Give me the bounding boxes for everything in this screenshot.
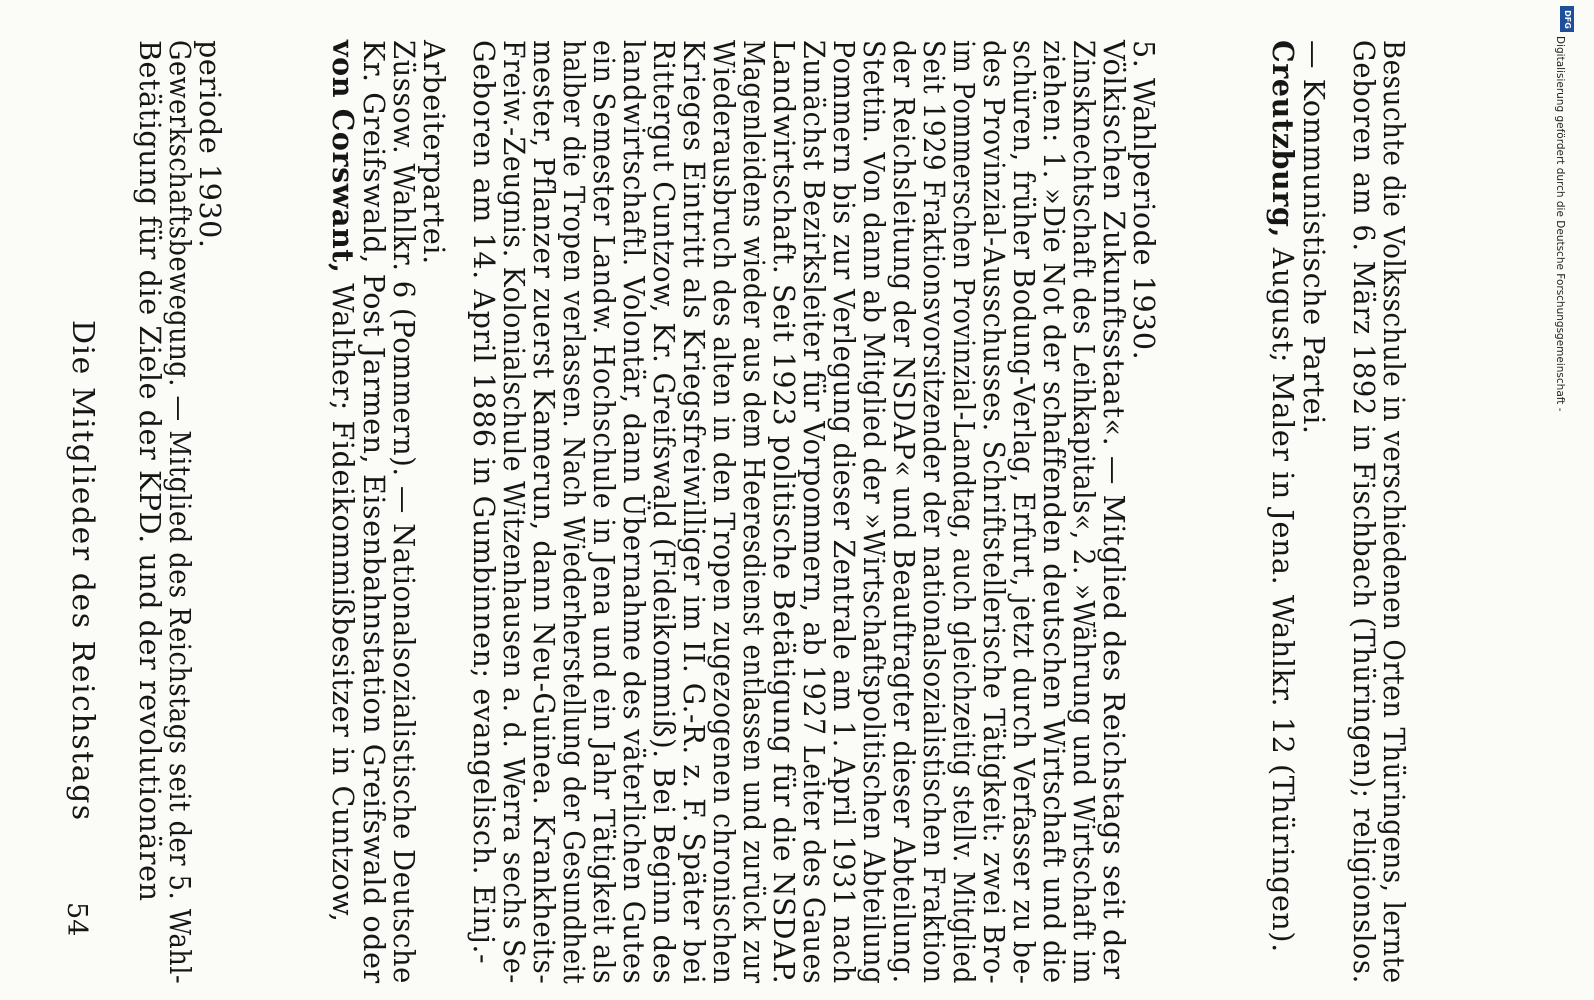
- text-line: schüren, früher Bodung-Verlag, Erfurt, jetzt durch Verfasser zu be-: [1007, 40, 1040, 985]
- text-line: Zunächst Bezirksleiter für Vorpommern, ab 1927 Leiter des Gaues: [797, 40, 830, 985]
- digitization-note: Digitalisierung gefördert durch die Deutsche Forschungsgemeinschaft -: [1554, 36, 1566, 412]
- text-line: Zinsknechtschaft des Leihkapitals«, 2. »Währung und Wirtschaft im: [1067, 40, 1100, 985]
- text-line: Völkischen Zukunftsstaat«. — Mitglied des Reichstags seit der: [1097, 40, 1130, 980]
- member-name: Creutzburg,: [1266, 40, 1300, 239]
- text-line: Arbeiterpartei.: [417, 40, 450, 265]
- text-line: periode 1930.: [193, 40, 226, 249]
- member-name: von Corswant,: [326, 40, 360, 274]
- text-line: mester, Pflanzer zuerst Kamerun, dann Neu-Guinea. Krankheits-: [527, 40, 560, 985]
- text-line: Züssow. Wahlkr. 6 (Pommern). — Nationalsozialistische Deutsche: [387, 40, 420, 984]
- text-line: Freiw.-Zeugnis. Kolonialschule Witzenhausen a. d. Werra sechs Se-: [497, 40, 530, 984]
- entry-heading-line: [326, 40, 360, 923]
- text-line: 5. Wahlperiode 1930.: [1127, 40, 1160, 361]
- text-line: Walther; Fideikommißbesitzer in Cuntzow,: [326, 283, 359, 923]
- text-line: Rittergut Cuntzow, Kr. Greifswald (Fideikommiß). Bei Beginn des: [647, 40, 680, 985]
- entry-heading-line: [1266, 40, 1300, 953]
- text-line: im Pommerschen Provinzial-Landtag, auch gleichzeitig stellv. Mitglied: [947, 40, 980, 984]
- text-line: Kr. Greifswald, Post Jarmen, Eisenbahnstation Greifswald oder: [357, 40, 390, 984]
- page-number: 54: [61, 902, 92, 937]
- text-line: Landwirtschaft. Seit 1923 politische Betätigung für die NSDAP.: [767, 40, 800, 985]
- text-line: ein Semester Landw. Hochschule in Jena und ein Jahr Tätigkeit als: [587, 40, 620, 985]
- text-line: Pommern bis zur Verlegung dieser Zentrale am 1. April 1931 nach: [827, 40, 860, 984]
- text-line: August; Maler in Jena. Wahlkr. 12 (Thüringen).: [1266, 247, 1299, 953]
- text-line: Geboren am 6. März 1892 in Fischbach (Thüringen); religionslos.: [1347, 40, 1380, 984]
- text-line: halber die Tropen verlassen. Nach Wiederherstellung der Gesundheit: [557, 40, 590, 985]
- text-line: Betätigung für die Ziele der KPD. und der revolutionären: [133, 40, 166, 902]
- text-line: Gewerkschaftsbewegung. — Mitglied des Reichstags seit der 5. Wahl-: [163, 40, 196, 985]
- dfg-logo-text: DFG: [1562, 9, 1572, 29]
- text-line: der Reichsleitung der NSDAP« und Beauftragter dieser Abteilung.: [887, 40, 920, 984]
- text-line: Geboren am 14. April 1886 in Gumbinnen; evangelisch. Einj.-: [467, 40, 500, 965]
- text-line: — Kommunistische Partei.: [1297, 40, 1330, 435]
- text-line: ziehen: 1. »Die Not der schaffenden deutschen Wirtschaft und die: [1037, 40, 1070, 984]
- text-line: landwirtschaftl. Volontär, dann Übernahme des väterlichen Gutes: [617, 40, 650, 985]
- text-line: Stettin. Von dann ab Mitglied der »Wirtschaftspolitischen Abteilung: [857, 40, 890, 985]
- running-head: Die Mitglieder des Reichstags: [65, 320, 100, 822]
- text-line: Seit 1929 Fraktionsvorsitzender der nationalsozialistischen Fraktion: [917, 40, 950, 984]
- text-line: Krieges Eintritt als Kriegsfreiwilliger im II. G.-R. z. F. Später bei: [677, 40, 710, 985]
- text-line: Magenleidens wieder aus dem Heeresdienst entlassen und zurück zur: [737, 40, 770, 984]
- dfg-logo: [1560, 6, 1574, 32]
- text-line: Besuchte die Volksschule in verschiedenen Orten Thüringens, lernte: [1377, 40, 1410, 984]
- text-line: Wiederausbruch des alten in den Tropen zugezogenen chronischen: [707, 40, 740, 985]
- text-line: des Provinzial-Ausschusses. Schriftstellerische Tätigkeit: zwei Bro-: [977, 40, 1010, 985]
